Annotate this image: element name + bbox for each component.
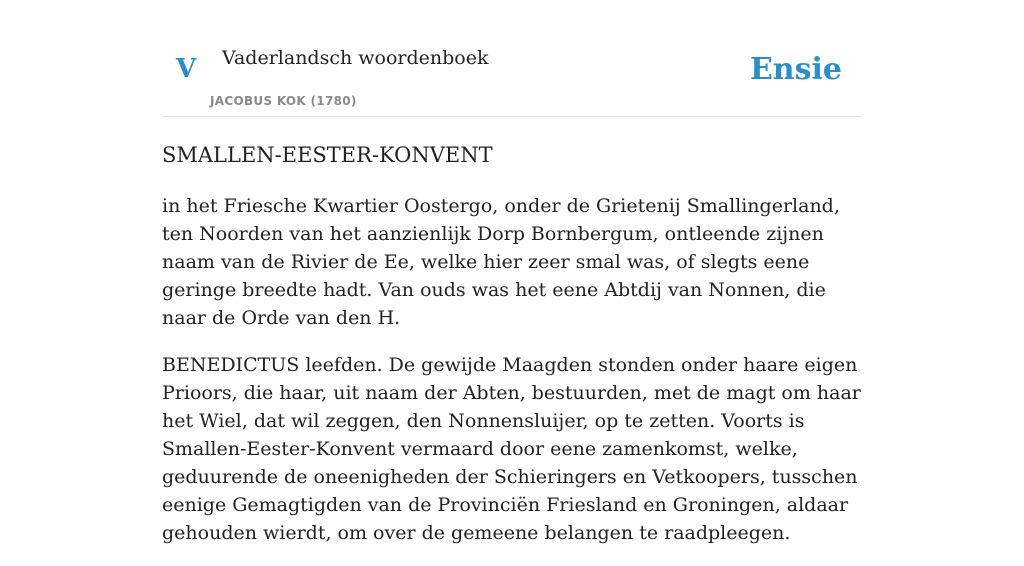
book-title-link[interactable]: Vaderlandsch woordenboek bbox=[222, 47, 489, 69]
book-author: JACOBUS KOK (1780) bbox=[210, 94, 357, 108]
header bbox=[162, 0, 862, 117]
entry-content bbox=[162, 192, 862, 566]
entry-paragraph: in het Friesche Kwartier Oostergo, onder de Grietenij Smallingerland, ten Noorden van het aanzienlijk Dorp Bornbergum, ontleende zijnen naam van de Rivier de Ee, welke hier zeer smal was, of slegts eene geringe breedte hadt. Van ouds was het eene Abtdij van Nonnen, die naar de Orde van den H. bbox=[162, 195, 840, 329]
book-letter-icon[interactable]: V bbox=[176, 54, 197, 84]
entry-paragraph: BENEDICTUS leefden. De gewijde Maagden stonden onder haare eigen Prioors, die haar, uit naam der Abten, bestuurden, met de magt om haar het Wiel, dat wil zeggen, den Nonnensluijer, op te zetten. Voorts is Smallen-Eester-Konvent vermaard door eene zamenkomst, welke, geduurende de oneenigheden der Schieringers en Vetkoopers, tusschen eenige Gemagtigden van de Provinciën Friesland en Groningen, aldaar gehouden wierdt, om over de gemeene belangen te raadpleegen. bbox=[162, 354, 861, 544]
brand-logo-link[interactable]: Ensie bbox=[749, 52, 842, 87]
entry-title: SMALLEN-EESTER-KONVENT bbox=[162, 143, 493, 167]
